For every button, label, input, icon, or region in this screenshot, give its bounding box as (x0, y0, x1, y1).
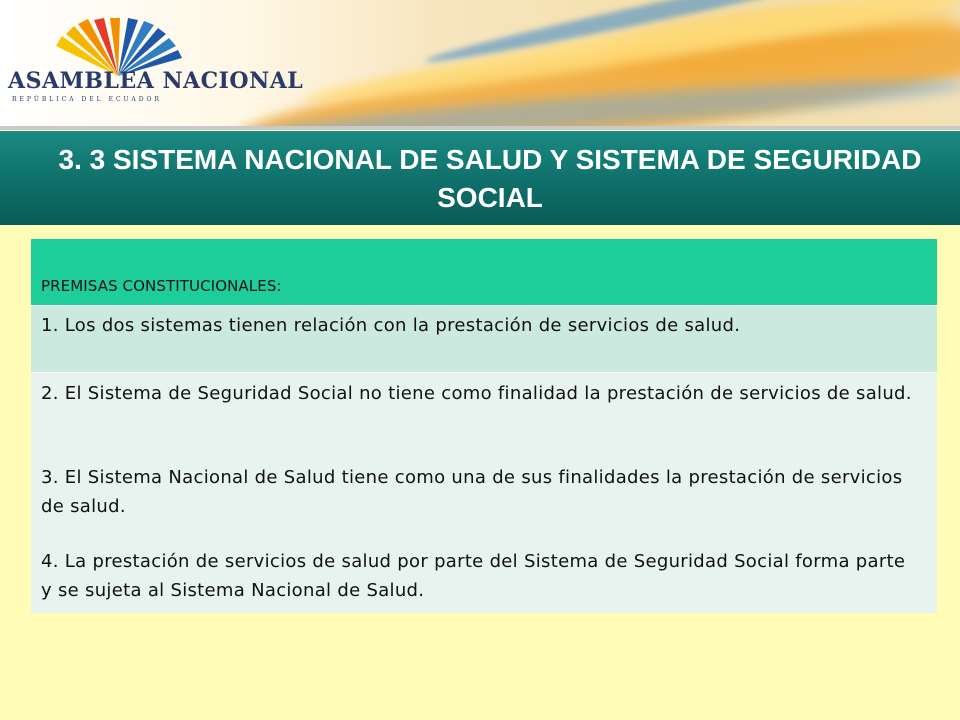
table-header-row (31, 239, 937, 305)
premise-4: 4. La prestación de servicios de salud por parte del Sistema de Seguridad Social forma parte y se sujeta al Sistema Nacional de Salud. (41, 551, 906, 601)
premise-1: 1. Los dos sistemas tienen relación con la prestación de servicios de salud. (41, 315, 741, 336)
slide-title: 3. 3 SISTEMA NACIONAL DE SALUD Y SISTEMA DE SEGURIDAD SOCIAL (58, 144, 922, 213)
title-bar (0, 131, 960, 225)
logo-subtitle: REPÚBLICA DEL ECUADOR (12, 96, 162, 103)
premise-2: 2. El Sistema de Seguridad Social no tiene como finalidad la prestación de servicios de salud. (41, 383, 912, 404)
table-row (31, 305, 937, 372)
table-header-label: PREMISAS CONSTITUCIONALES: (41, 277, 282, 295)
logo-title: ASAMBLEA NACIONAL (8, 68, 304, 94)
table-row (31, 372, 937, 613)
banner-divider (0, 126, 960, 130)
premise-3: 3. El Sistema Nacional de Salud tiene como una de sus finalidades la prestación de servicios de salud. (41, 467, 903, 517)
header-banner (0, 0, 960, 130)
premises-table (31, 239, 937, 613)
